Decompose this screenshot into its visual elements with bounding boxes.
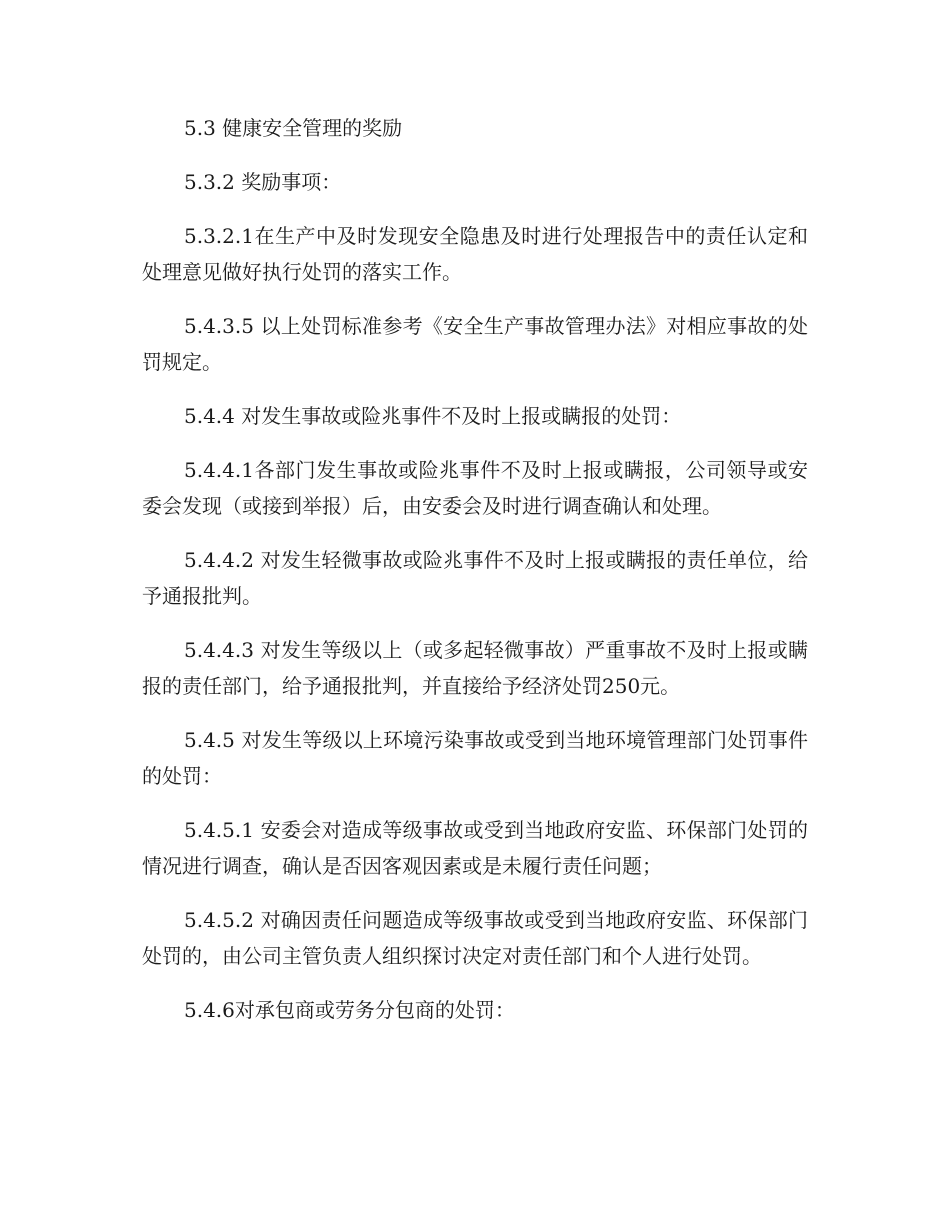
paragraph-5-4-4-1: 5.4.4.1各部门发生事故或险兆事件不及时上报或瞒报，公司领导或安委会发现（或接到举报）后，由安委会及时进行调查确认和处理。 [142,458,808,518]
paragraph-5-4-4-2: 5.4.4.2 对发生轻微事故或险兆事件不及时上报或瞒报的责任单位，给予通报批判。 [142,548,808,608]
paragraph-5-4-4-3: 5.4.4.3 对发生等级以上（或多起轻微事故）严重事故不及时上报或瞒报的责任部门，给予通报批判，并直接给予经济处罚250元。 [142,638,808,698]
document-body [142,110,808,1046]
section-heading-5-4-6: 5.4.6对承包商或劳务分包商的处罚： [184,998,515,1022]
paragraph-5-4-5-2: 5.4.5.2 对确因责任问题造成等级事故或受到当地政府安监、环保部门处罚的，由公司主管负责人组织探讨决定对责任部门和个人进行处罚。 [142,908,808,968]
paragraph-5-4-3-5: 5.4.3.5 以上处罚标准参考《安全生产事故管理办法》对相应事故的处罚规定。 [142,314,808,374]
paragraph-5-3-2-1: 5.3.2.1在生产中及时发现安全隐患及时进行处理报告中的责任认定和处理意见做好执行处罚的落实工作。 [142,224,808,284]
section-heading-5-3: 5.3 健康安全管理的奖励 [184,116,403,140]
paragraph-5-4-5-1: 5.4.5.1 安委会对造成等级事故或受到当地政府安监、环保部门处罚的情况进行调查，确认是否因客观因素或是未履行责任问题； [142,818,808,878]
section-heading-5-4-5: 5.4.5 对发生等级以上环境污染事故或受到当地环境管理部门处罚事件的处罚： [142,728,808,788]
section-heading-5-4-4: 5.4.4 对发生事故或险兆事件不及时上报或瞒报的处罚： [184,404,682,428]
section-heading-5-3-2: 5.3.2 奖励事项： [184,170,342,194]
